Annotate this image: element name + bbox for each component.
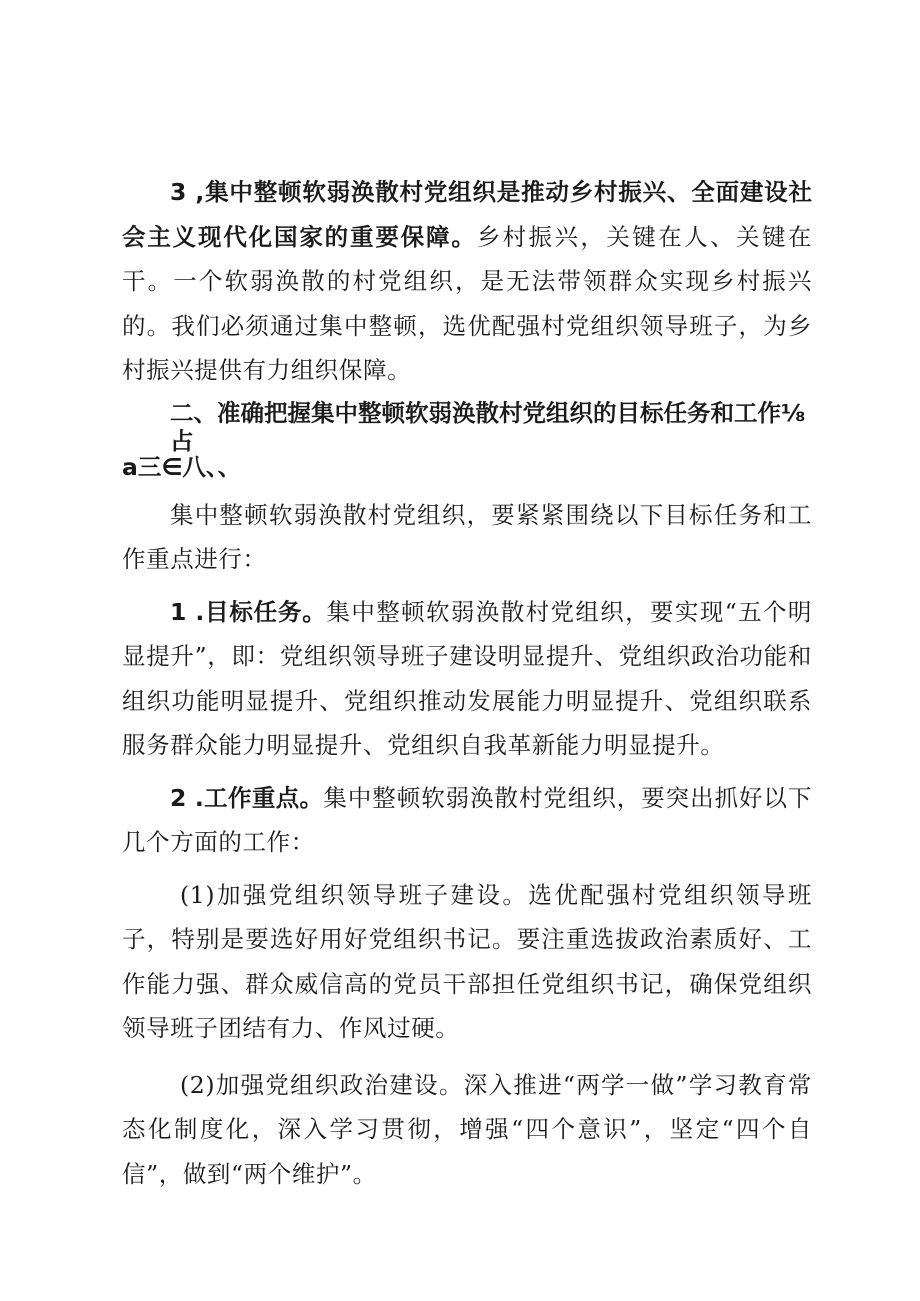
paragraph-work-focus: [122, 776, 812, 865]
paragraph-point-3: [122, 170, 812, 393]
goal-tasks-text: 集中整顿软弱涣散村党组织，要实现“五个明显提升”，即：党组织领导班子建设明显提升、党组织政治功能和组织功能明显提升、党组织推动发展能力明显提升、党组织联系服务群众能力明显提升、党组织自我革新能力明显提升。: [122, 597, 812, 759]
paragraph-intro: 集中整顿软弱涣散村党组织，要紧紧围绕以下目标任务和工作重点进行：: [122, 500, 812, 573]
paragraph-goal-tasks: [122, 590, 812, 768]
spacer: [122, 768, 812, 776]
goal-tasks-heading: 1 .目标任务。: [170, 597, 327, 626]
spacer: [122, 1051, 812, 1063]
section-heading-2-title: 二、准确把握集中整顿软弱涣散村党组织的目标任务和工作⅛占: [170, 398, 806, 455]
work-focus-text: 集中整顿软弱涣散村党组织，要突出抓好以下几个方面的工作：: [122, 783, 813, 856]
point-3-heading: 3 ,集中整顿软弱涣散村党组织是推动乡村振兴、全面建设社会主义现代化国家的重要保障。: [122, 178, 812, 251]
paragraph-item-2: (2)加强党组织政治建设。深入推进“两学一做”学习教育常态化制度化，深入学习贯彻，增强“四个意识”，坚定“四个自信”，做到“两个维护”。: [122, 1070, 812, 1188]
section-heading-2-tail: a三∈八、、: [122, 452, 242, 481]
point-3-text: 乡村振兴，关键在人、关键在干。一个软弱涣散的村党组织，是无法带领群众实现乡村振兴的。我们必须通过集中整顿，选优配强村党组织领导班子，为乡村振兴提供有力组织保障。: [122, 222, 812, 384]
document-body: [122, 170, 812, 1196]
work-focus-heading: 2 .工作重点。: [170, 783, 324, 812]
spacer: [122, 865, 812, 873]
section-heading-2: [122, 399, 812, 479]
paragraph-item-1: (1)加强党组织领导班子建设。选优配强村党组织领导班子，特别是要选好用好党组织书记。要注重选拔政治素质好、工作能力强、群众威信高的党员干部担任党组织书记，确保党组织领导班子团结有力、作风过硬。: [122, 880, 812, 1042]
spacer: [122, 582, 812, 590]
